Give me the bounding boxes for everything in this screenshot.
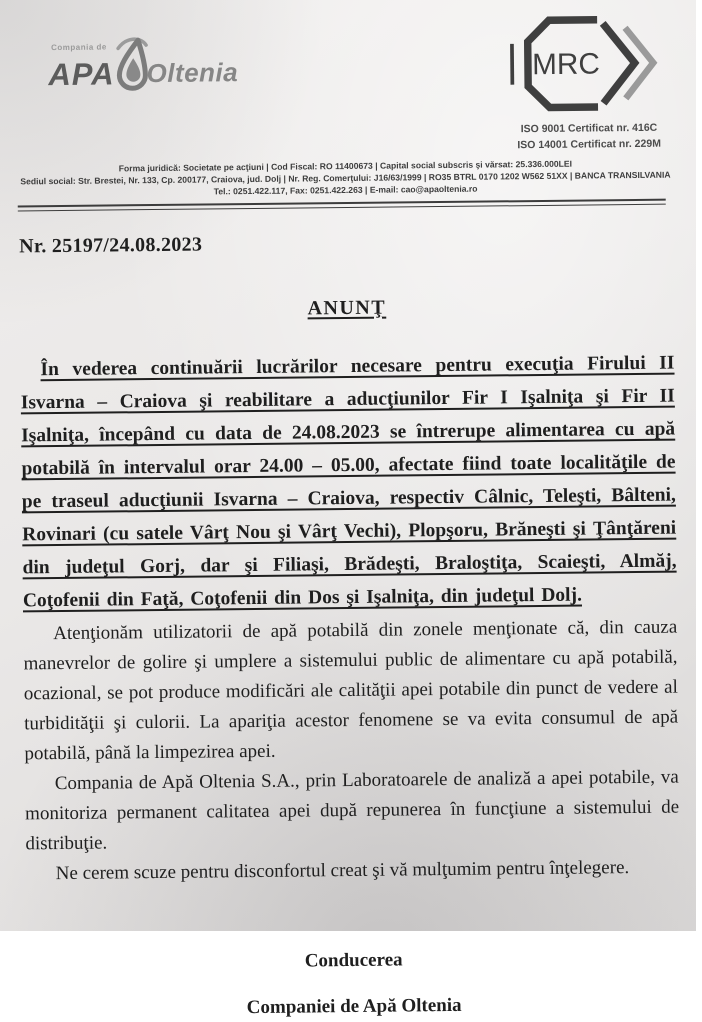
iso-9001-line: ISO 9001 Certificat nr. 416C: [520, 121, 658, 136]
paragraph-lab-monitoring: Compania de Apă Oltenia S.A., prin Laboratoarele de analiză a apei potabile, va monitoriza permanent calitatea apei după repunerea în funcţiune a sistemului de distribuţie.: [25, 766, 680, 855]
apa-oltenia-logo: [48, 41, 238, 100]
svg-text:MRC: MRC: [532, 47, 601, 82]
paragraph-water-quality-warning: Atenţionăm utilizatorii de apă potabilă din zonele menţionate că, din cauza manevrelor de golire şi umplere a sistemului public de alimentare cu apă potabilă, ocazional, se pot produce modificări ale calităţii apei potabile din punct de vedere al turbidităţii şi culorii. La apariţia acestor fenomene se va evita consumul de apă potabilă, până la limpezirea apei.: [23, 616, 679, 765]
mrc-badge-icon: [505, 47, 673, 121]
mrc-certification: [504, 11, 673, 154]
document-body: [0, 228, 702, 1021]
letterhead-line-1: Forma juridică: Societate pe acţiuni | Cod Fiscal: RO 11400673 | Capital social subscris şi vărsat: 25.336.000LEI: [118, 158, 573, 173]
paragraph-interruption-notice: În vederea continuării lucrărilor necesare pentru execuţia Firului II Isvarna – Craiova şi reabilitare a aducţiunilor Fir I Işalniţa şi Fir II Işalniţa, începând cu data de 24.08.2023 se întrerupe alimentarea cu apă potabilă în intervalul orar 24.00 – 05.00, afectate fiind toate localităţile de pe traseul aducţiunii Isvarna – Craiova, respectiv Câlnic, Teleşti, Bâlteni, Rovinari (cu satele Vârţ Nou şi Vârţ Vechi), Plopşoru, Brăneşti şi Ţânţăreni din judeţul Gorj, dar şi Filiaşi, Brădeşti, Braloştiţa, Scaieşti, Almăj, Coţofenii din Faţă, Coţofenii din Dos şi Işalniţa, din judeţul Dolj.: [20, 352, 677, 612]
logo-small-text: Compania de: [51, 42, 107, 53]
logo-apa-text: APA: [48, 55, 115, 92]
logo-oltenia-text: Oltenia: [146, 57, 239, 89]
letterhead-divider: [18, 199, 666, 212]
document-title: ANUNŢ: [307, 296, 387, 320]
signature-role: Conducerea: [304, 949, 403, 972]
letterhead-line-3: Tel.: 0251.422.117, Fax: 0251.422.263 | E-mail: cao@apaoltenia.ro: [213, 184, 478, 197]
paragraph-apology: Ne cerem scuze pentru disconfortul creat şi vă mulţumim pentru înţelegere.: [55, 856, 630, 884]
document-number: Nr. 25197/24.08.2023: [19, 233, 203, 258]
iso-14001-line: ISO 14001 Certificat nr. 229M: [517, 137, 661, 152]
letterhead-info: [0, 156, 694, 201]
letterhead-line-2: Sediul social: Str. Brestei, Nr. 133, Cp. 200177, Craiova, jud. Dolj | Nr. Reg. Comerţului: J16/63/1999 | RO35 BTRL 0170 1202 W562 51XX | BANCA TRANSILVANIA: [20, 169, 671, 187]
signature-company: Companiei de Apă Oltenia: [246, 994, 462, 1018]
letterhead: [0, 0, 693, 159]
